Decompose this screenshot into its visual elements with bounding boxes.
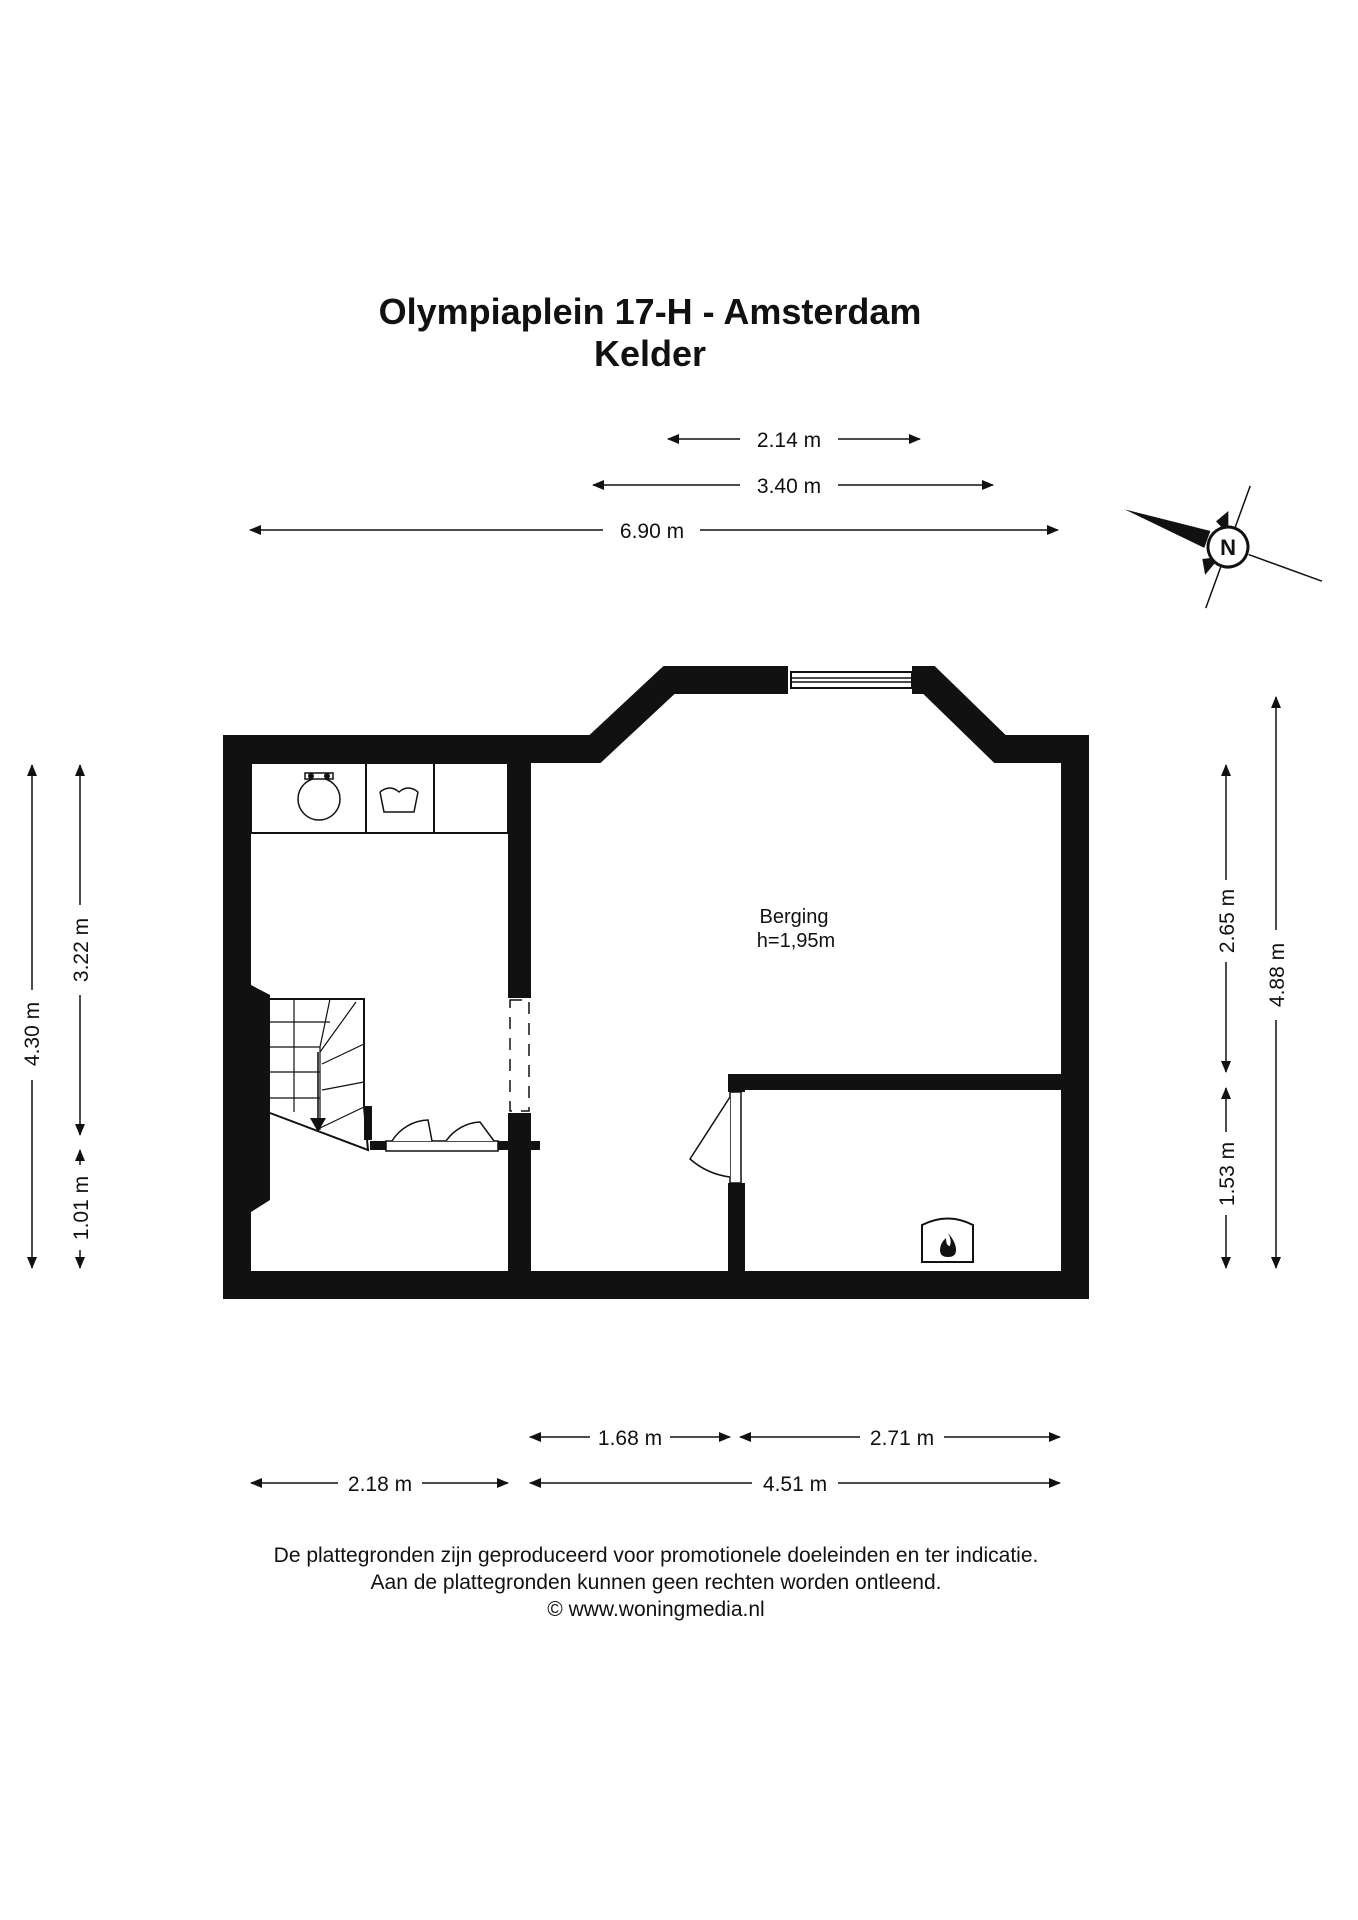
dimension-label: 1.68 m <box>597 1427 663 1450</box>
dimension-label: 4.30 m <box>21 1001 44 1067</box>
dimension-top-2-14 <box>668 429 920 452</box>
disclaimer-line-1: De plattegronden zijn geproduceerd voor promotionele doeleinden en ter indicatie. <box>273 1544 1039 1567</box>
dimension-label: 3.22 m <box>70 917 93 983</box>
dimension-label: 4.88 m <box>1266 942 1289 1008</box>
disclaimer-line-2: Aan de plattegronden kunnen geen rechten worden ontleend. <box>370 1571 942 1594</box>
dimension-label: 1.53 m <box>1216 1141 1239 1207</box>
outer-walls <box>237 680 1075 1285</box>
dimension-top-6-90 <box>250 520 1058 543</box>
dimension-label: 2.71 m <box>869 1427 935 1450</box>
copyright-link[interactable]: © www.woningmedia.nl <box>547 1598 765 1621</box>
north-arrow-icon <box>1102 448 1344 642</box>
dimension-left-1-01 <box>70 1150 93 1268</box>
dimension-bottom-2-71 <box>740 1427 1060 1450</box>
interior-walls <box>370 763 1061 1285</box>
chimney <box>251 985 270 1212</box>
staircase <box>270 999 372 1150</box>
dimension-label: 4.51 m <box>762 1473 828 1496</box>
dimension-label: 2.65 m <box>1216 888 1239 954</box>
dimension-label: 6.90 m <box>619 520 685 543</box>
page-title: Olympiaplein 17-H - Amsterdam <box>378 291 922 332</box>
boiler-icon <box>922 1219 973 1263</box>
dimension-label: 2.18 m <box>347 1473 413 1496</box>
wall-opening <box>510 1000 529 1111</box>
washbasin-icon <box>298 773 340 820</box>
compass-label: N <box>1220 535 1236 560</box>
dimension-left-3-22 <box>70 765 93 1135</box>
laundry-niche <box>251 763 508 833</box>
room-name: Berging <box>759 906 829 928</box>
dimension-right-1-53 <box>1216 1088 1239 1268</box>
window <box>791 672 912 688</box>
dimension-left-4-30 <box>21 765 44 1268</box>
double-door <box>386 1120 498 1151</box>
dimension-label: 2.14 m <box>756 429 822 452</box>
washing-machine-icon <box>380 788 418 812</box>
dimension-bottom-4-51 <box>530 1473 1060 1496</box>
dimension-label: 3.40 m <box>756 475 822 498</box>
dimension-top-3-40 <box>593 475 993 498</box>
dimension-label: 1.01 m <box>70 1175 93 1241</box>
dimension-bottom-2-18 <box>251 1473 508 1496</box>
dimension-right-2-65 <box>1216 765 1239 1072</box>
door <box>690 1092 741 1183</box>
dimension-right-4-88 <box>1266 697 1289 1268</box>
page-subtitle: Kelder <box>593 333 707 374</box>
room-height: h=1,95m <box>756 930 836 952</box>
dimension-bottom-1-68 <box>530 1427 730 1450</box>
